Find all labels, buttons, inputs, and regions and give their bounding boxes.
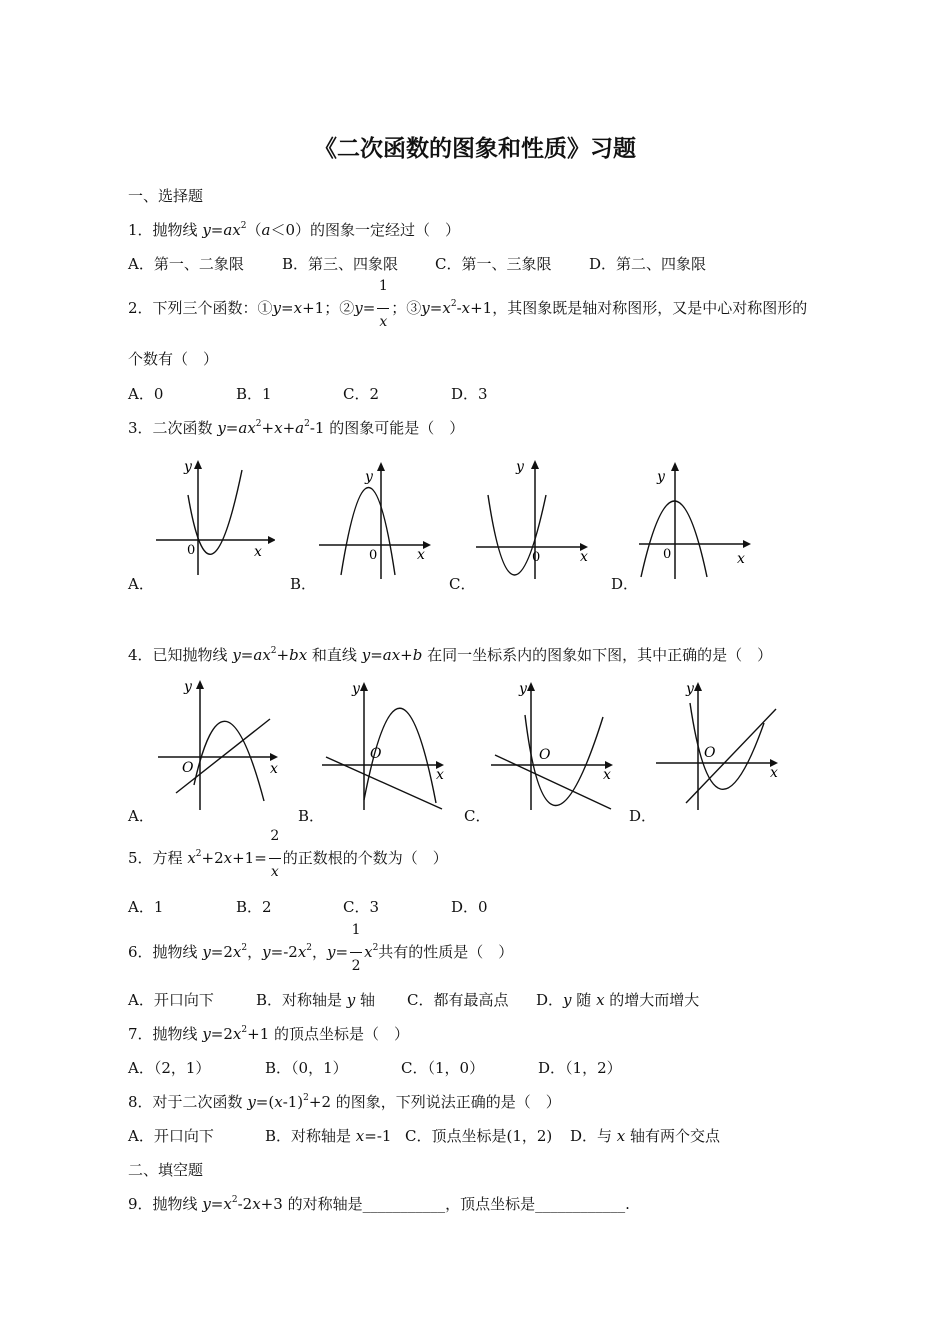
- q2-option-b[interactable]: B．1: [236, 385, 272, 403]
- q7-option-b[interactable]: B．（0，1）: [265, 1059, 348, 1077]
- q1-option-b[interactable]: B．第三、四象限: [282, 255, 399, 273]
- q2-option-d[interactable]: D．3: [451, 385, 488, 403]
- q7-option-a[interactable]: A．（2，1）: [128, 1059, 211, 1077]
- q4-label-a[interactable]: A．: [128, 807, 154, 825]
- x-axis-label: x: [580, 549, 588, 565]
- q7-option-c[interactable]: C．（1，0）: [401, 1059, 485, 1077]
- y-axis-label: y: [516, 459, 524, 475]
- origin-label: O: [539, 747, 551, 763]
- x-axis-label: x: [270, 761, 278, 777]
- fraction-1-over-2: $\frac{1}{2}$: [351, 922, 361, 974]
- question-4: 4．已知抛物线 $y=ax^2+bx$ 和直线 y=ax+b 在同一坐标系内的图象如下图，其中正确的是（ ）: [128, 646, 773, 664]
- q6-option-a[interactable]: A．开口向下: [128, 991, 214, 1009]
- q5-option-c[interactable]: C．3: [343, 898, 380, 916]
- q8-option-a[interactable]: A．开口向下: [128, 1127, 214, 1145]
- q8-option-b[interactable]: B．对称轴是 x=-1: [265, 1127, 392, 1145]
- q3-graph-c[interactable]: [472, 455, 597, 580]
- q4-label-b[interactable]: B．: [298, 807, 325, 825]
- q1-option-d[interactable]: D．第二、四象限: [589, 255, 707, 273]
- q8-option-d[interactable]: D．与 x 轴有两个交点: [570, 1127, 721, 1145]
- y-axis-label: y: [686, 681, 694, 697]
- fraction-2-over-x: $\frac{2}{x}$: [270, 828, 280, 880]
- q4-graph-a[interactable]: [152, 675, 284, 815]
- origin-label: O: [704, 745, 716, 761]
- section-heading-fill: 二、填空题: [128, 1161, 204, 1179]
- q5-option-a[interactable]: A．1: [128, 898, 164, 916]
- q6-option-b[interactable]: B．对称轴是 y 轴: [256, 991, 376, 1009]
- y-axis-label: y: [519, 681, 527, 697]
- q5-option-b[interactable]: B．2: [236, 898, 272, 916]
- q3-label-d[interactable]: D．: [611, 575, 639, 593]
- origin-label: 0: [663, 547, 672, 562]
- q2-option-a[interactable]: A．0: [128, 385, 164, 403]
- q2-option-c[interactable]: C．2: [343, 385, 380, 403]
- question-3: 3．二次函数 $y=ax^2+x+a^2-1$ 的图象可能是（ ）: [128, 419, 465, 437]
- question-1: 1．抛物线 $y=ax^2(a<0)$的图象一定经过（ ）: [128, 221, 461, 239]
- q4-graph-d[interactable]: [652, 675, 784, 815]
- q3-graph-d[interactable]: [635, 455, 760, 580]
- origin-label: 0: [187, 543, 196, 558]
- q6-option-c[interactable]: C．都有最高点: [407, 991, 509, 1009]
- question-8: 8．对于二次函数 $y=(x-1)^2+2$ 的图象，下列说法正确的是（ ）: [128, 1093, 561, 1111]
- q3-graph-a[interactable]: [150, 455, 275, 580]
- y-axis-label: y: [184, 459, 192, 475]
- section-heading-choice: 一、选择题: [128, 187, 204, 205]
- q4-graph-c[interactable]: [487, 675, 619, 815]
- y-axis-label: y: [352, 681, 360, 697]
- page-title: 《二次函数的图象和性质》习题: [314, 136, 636, 162]
- origin-label: 0: [369, 548, 378, 563]
- y-axis-label: y: [657, 469, 665, 485]
- q8-option-c[interactable]: C．顶点坐标是(1，2): [405, 1127, 553, 1145]
- q7-option-d[interactable]: D．（1，2）: [538, 1059, 622, 1077]
- y-axis-label: y: [365, 469, 373, 485]
- x-axis-label: x: [770, 765, 778, 781]
- q4-graph-b[interactable]: [318, 675, 450, 815]
- question-2-continued: 个数有（ ）: [128, 350, 219, 368]
- q1-option-a[interactable]: A．第一、二象限: [128, 255, 244, 273]
- question-9: 9．抛物线 $y=x^2-2x+3$ 的对称轴是___________，顶点坐标是____________.: [128, 1195, 630, 1213]
- q4-label-c[interactable]: C．: [464, 807, 491, 825]
- y-axis-label: y: [184, 679, 192, 695]
- x-axis-label: x: [737, 551, 745, 567]
- question-6: 6．抛物线 $y=2x^2$，$y=-2x^2$，y= $\frac{1}{2}$ $x^2$共有的性质是（ ）: [128, 922, 514, 974]
- x-axis-label: x: [603, 767, 611, 783]
- q3-label-a[interactable]: A．: [128, 575, 154, 593]
- q3-graph-b[interactable]: [315, 455, 440, 580]
- question-7: 7．抛物线 $y=2x^2+1$ 的顶点坐标是（ ）: [128, 1025, 410, 1043]
- origin-label: O: [182, 760, 194, 776]
- origin-label: O: [370, 746, 382, 762]
- q3-label-b[interactable]: B．: [290, 575, 317, 593]
- q5-option-d[interactable]: D．0: [451, 898, 488, 916]
- x-axis-label: x: [436, 767, 444, 783]
- fraction-1-over-x: $\frac{1}{x}$: [378, 278, 388, 330]
- q6-option-d[interactable]: D．y 随 x 的增大而增大: [536, 991, 700, 1009]
- question-2: 2．下列三个函数：①y=x+1；②y= $\frac{1}{x}$ ；$③y=x^2-x+1$，其图象既是轴对称图形，又是中心对称图形的: [128, 278, 808, 330]
- q3-label-c[interactable]: C．: [449, 575, 476, 593]
- q4-label-d[interactable]: D．: [629, 807, 657, 825]
- origin-label: 0: [532, 550, 541, 565]
- x-axis-label: x: [417, 547, 425, 563]
- question-5: 5．方程 $x^2+2x+1=$ $\frac{2}{x}$ 的正数根的个数为（ ）: [128, 828, 448, 880]
- q1-option-c[interactable]: C．第一、三象限: [435, 255, 552, 273]
- x-axis-label: x: [254, 544, 262, 560]
